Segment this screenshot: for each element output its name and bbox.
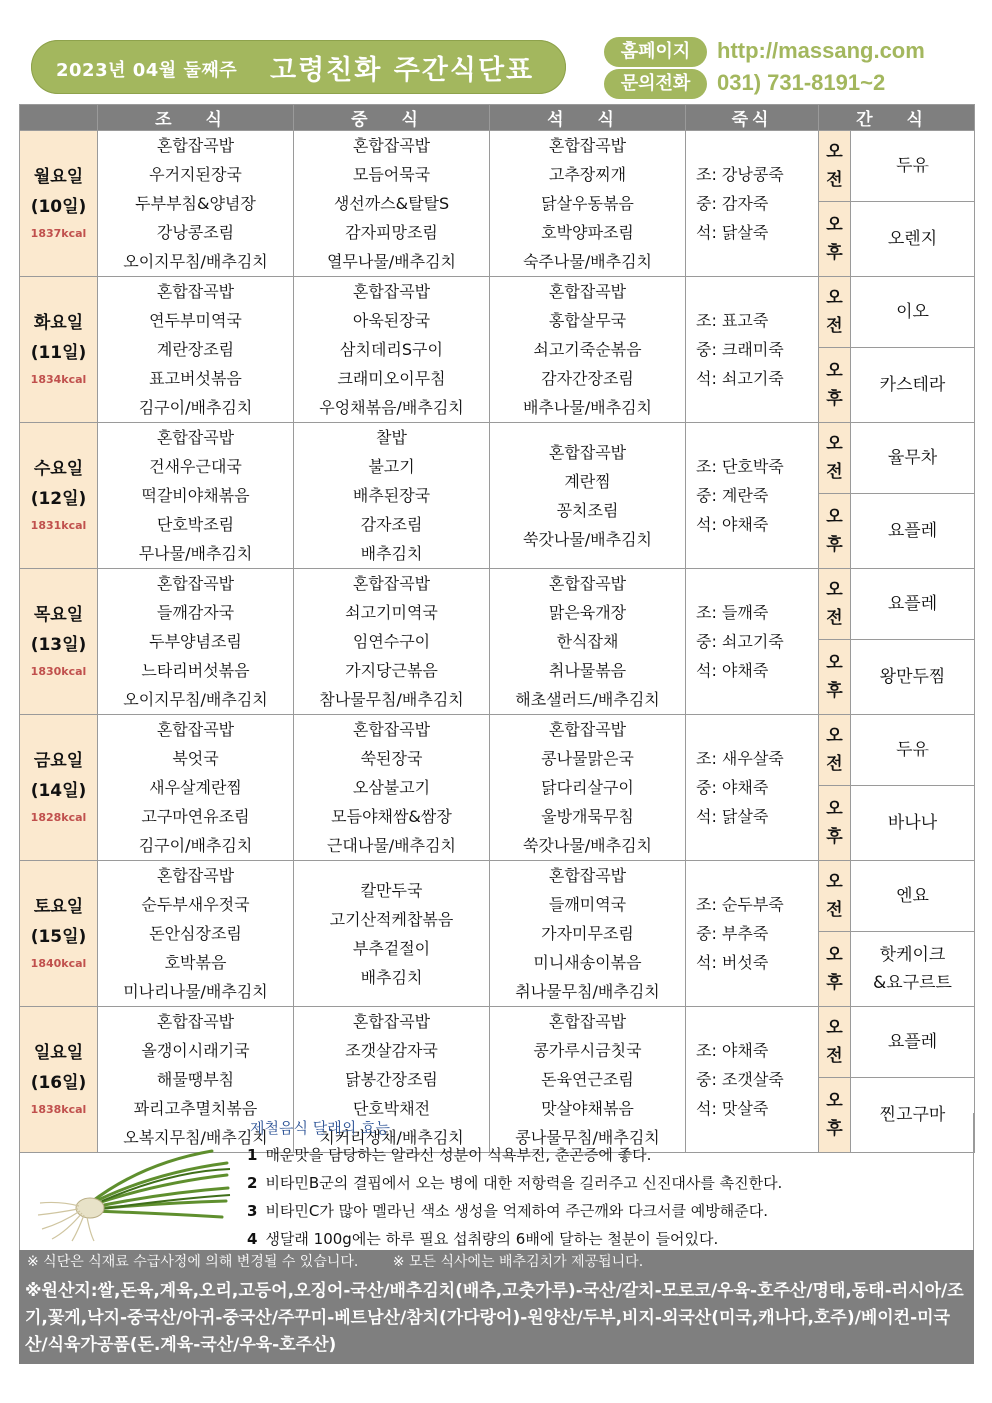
menu-item: 고기산적케찹볶음 — [329, 909, 454, 929]
am-label: 오 전 — [819, 715, 851, 786]
menu-item: 오복지무침/배추김치 — [123, 1128, 268, 1147]
menu-item: 혼합잡곡밥 — [548, 720, 627, 739]
porridge-cell — [686, 423, 819, 569]
menu-item: 취나물무침/배추김치 — [515, 982, 660, 1001]
breakfast-cell — [98, 131, 294, 277]
menu-item: 순두부새우젓국 — [141, 895, 250, 914]
day-cell — [20, 861, 98, 1007]
pm-label: 오 후 — [819, 931, 851, 1006]
menu-item: 감자간장조림 — [541, 369, 634, 388]
pm-label: 오 후 — [819, 639, 851, 714]
pm-label: 오 후 — [819, 785, 851, 860]
lunch-cell — [294, 423, 490, 569]
dinner-cell — [490, 569, 686, 715]
menu-item: 닭다리살구이 — [541, 778, 634, 797]
menu-item: 해초샐러드/배추김치 — [515, 690, 660, 709]
menu-item: 조갯살감자국 — [345, 1041, 438, 1060]
menu-item: 느타리버섯볶음 — [141, 661, 250, 680]
menu-item: 가자미무조림 — [541, 924, 634, 943]
snack-pm: 바나나 — [851, 785, 975, 860]
porridge-item: 석: 닭살죽 — [696, 223, 769, 242]
am-label: 오 전 — [819, 131, 851, 202]
day-name: 화요일 — [33, 312, 84, 333]
menu-item: 해물땡부침 — [156, 1070, 235, 1089]
menu-item: 호박양파조림 — [541, 223, 634, 242]
menu-item: 콩나물무침/배추김치 — [515, 1128, 660, 1147]
day-date: (14일) — [30, 780, 87, 801]
snack-am: 이오 — [851, 277, 975, 348]
lunch-cell — [294, 715, 490, 861]
menu-item: 단호박채전 — [352, 1099, 431, 1118]
menu-item: 쇠고기미역국 — [345, 603, 438, 622]
lunch-cell — [294, 861, 490, 1007]
day-row-top — [20, 277, 975, 348]
pm-label: 오 후 — [819, 347, 851, 422]
note-item: 3 비타민C가 많아 멜라닌 색소 생성을 억제하여 주근깨와 다크서클 예방해준다. — [247, 1202, 769, 1220]
day-row-top — [20, 423, 975, 494]
lunch-cell — [294, 131, 490, 277]
snack-am: 엔요 — [851, 861, 975, 932]
menu-item: 배추된장국 — [352, 486, 431, 505]
lunch-cell — [294, 277, 490, 423]
day-cell — [20, 569, 98, 715]
dinner-cell — [490, 131, 686, 277]
porridge-item: 석: 야채죽 — [696, 661, 769, 680]
porridge-item: 중: 계란죽 — [696, 486, 769, 505]
menu-item: 혼합잡곡밥 — [548, 282, 627, 301]
porridge-item: 석: 쇠고기죽 — [696, 369, 784, 388]
am-label: 오 전 — [819, 569, 851, 640]
menu-item: 혼합잡곡밥 — [156, 866, 235, 885]
dinner-cell — [490, 277, 686, 423]
day-date: (13일) — [30, 634, 87, 655]
menu-item: 맑은육개장 — [548, 603, 627, 622]
am-label: 오 전 — [819, 277, 851, 348]
menu-item: 콩가루시금칫국 — [533, 1041, 642, 1060]
day-date: (12일) — [30, 488, 87, 509]
day-cell — [20, 277, 98, 423]
menu-item: 홍합살무국 — [548, 311, 627, 330]
menu-item: 꽈리고추멸치볶음 — [133, 1099, 258, 1118]
snack-am: 두유 — [851, 715, 975, 786]
menu-item: 혼합잡곡밥 — [548, 574, 627, 593]
pm-label: 오 후 — [819, 1078, 851, 1153]
day-kcal: 1837kcal — [30, 226, 87, 240]
day-date: (11일) — [30, 342, 87, 363]
dallae-herb-image — [32, 1133, 232, 1243]
menu-item: 김구이/배추김치 — [138, 398, 253, 417]
title-week: 2023년 04월 둘째주 — [56, 60, 238, 81]
note-item: 2 비타민B군의 결핍에서 오는 병에 대한 저항력을 길러주고 신진대사를 촉진한다. — [247, 1174, 783, 1192]
menu-item: 쇠고기죽순볶음 — [533, 340, 642, 359]
header-breakfast: 조 식 — [98, 105, 294, 131]
menu-item: 열무나물/배추김치 — [326, 252, 457, 271]
menu-item: 모듬야채쌈&쌈장 — [331, 807, 452, 826]
menu-item: 혼합잡곡밥 — [548, 442, 627, 462]
menu-item: 맛살야채볶음 — [541, 1099, 634, 1118]
menu-item: 연두부미역국 — [149, 311, 242, 330]
porridge-item: 석: 버섯죽 — [696, 953, 769, 972]
menu-item: 불고기 — [368, 457, 415, 476]
day-name: 일요일 — [33, 1042, 84, 1063]
day-name: 금요일 — [33, 750, 84, 771]
menu-item: 떡갈비야채볶음 — [141, 486, 250, 505]
menu-item: 찰밥 — [376, 428, 407, 447]
header-porridge: 죽식 — [686, 105, 819, 131]
porridge-cell — [686, 715, 819, 861]
menu-item: 숙주나물/배추김치 — [522, 252, 653, 271]
header-lunch: 중 식 — [294, 105, 490, 131]
menu-item: 올갱이시래기국 — [141, 1041, 250, 1060]
header-snack: 간 식 — [819, 105, 975, 131]
menu-item: 오삼불고기 — [352, 778, 431, 797]
menu-item: 단호박조림 — [156, 515, 235, 534]
menu-item: 한식잡채 — [556, 632, 619, 651]
dinner-cell — [490, 423, 686, 569]
menu-item: 울방개묵무침 — [541, 807, 634, 826]
porridge-item: 조: 강낭콩죽 — [696, 165, 784, 184]
note-item: 4 생달래 100g에는 하루 필요 섭취량의 6배에 달하는 철분이 들어있다. — [247, 1230, 719, 1248]
menu-item: 쑥된장국 — [360, 749, 423, 768]
day-row-top — [20, 715, 975, 786]
menu-item: 모듬어묵국 — [352, 165, 431, 184]
menu-item: 우거지된장국 — [149, 165, 242, 184]
snack-pm: 왕만두찜 — [851, 639, 975, 714]
day-kcal: 1830kcal — [30, 664, 87, 678]
menu-item: 감자피망조림 — [345, 223, 438, 242]
day-row-top — [20, 131, 975, 202]
day-kcal: 1828kcal — [30, 810, 87, 824]
pm-label: 오 후 — [819, 201, 851, 276]
menu-change-notice: ※ 식단은 식재료 수급사정에 의해 변경될 수 있습니다. ※ 모든 식사에는 배추김치가 제공됩니다. — [19, 1250, 974, 1274]
menu-item: 미나리나물/배추김치 — [123, 982, 268, 1001]
snack-pm: 요플레 — [851, 493, 975, 568]
porridge-item: 석: 야채죽 — [696, 515, 769, 534]
day-kcal: 1838kcal — [30, 1102, 87, 1116]
breakfast-cell — [98, 715, 294, 861]
menu-item: 혼합잡곡밥 — [156, 574, 235, 593]
menu-item: 새우살계란찜 — [149, 778, 242, 797]
menu-item: 혼합잡곡밥 — [156, 428, 235, 447]
breakfast-cell — [98, 569, 294, 715]
origin-notice: ※원산지:쌀,돈육,계육,오리,고등어,오징어-국산/배추김치(배추,고춧가루)-국산/갈치-모로코/우육-호주산/명태,동태-러시아/조기,꽃게,낙지-중국산/아귀-중국산/주꾸미-베트남산/참치(가다랑어)-원양산/두부,비지-외국산(미국,캐나다,호주)/베이컨-미국산/식육가공품(돈.계육-국산/우육-호주산) — [19, 1274, 974, 1364]
day-row-top — [20, 861, 975, 932]
porridge-item: 조: 순두부죽 — [696, 895, 784, 914]
menu-item: 혼합잡곡밥 — [156, 282, 235, 301]
menu-item: 배추나물/배추김치 — [522, 398, 653, 417]
page-header — [0, 0, 992, 102]
menu-item: 임연수구이 — [352, 632, 431, 651]
porridge-cell — [686, 569, 819, 715]
menu-item: 혼합잡곡밥 — [352, 1012, 431, 1031]
menu-item: 건새우근대국 — [149, 457, 242, 476]
weekly-menu-table — [19, 104, 975, 1153]
snack-am: 요플레 — [851, 569, 975, 640]
menu-item: 혼합잡곡밥 — [156, 720, 235, 739]
menu-item: 고구마연유조림 — [141, 807, 250, 826]
dinner-cell — [490, 861, 686, 1007]
day-cell — [20, 131, 98, 277]
day-name: 토요일 — [33, 896, 84, 917]
am-label: 오 전 — [819, 861, 851, 932]
lunch-cell — [294, 569, 490, 715]
menu-item: 우엉채볶음/배추김치 — [319, 398, 464, 417]
porridge-item: 중: 야채죽 — [696, 778, 769, 797]
menu-item: 혼합잡곡밥 — [156, 1012, 235, 1031]
porridge-item: 조: 들깨죽 — [696, 603, 769, 622]
porridge-cell — [686, 277, 819, 423]
menu-item: 혼합잡곡밥 — [352, 136, 431, 155]
day-cell — [20, 715, 98, 861]
menu-item: 쑥갓나물/배추김치 — [522, 529, 653, 549]
porridge-item: 중: 감자죽 — [696, 194, 769, 213]
menu-item: 감자조림 — [360, 515, 423, 534]
menu-item: 아욱된장국 — [352, 311, 431, 330]
menu-item: 두부양념조림 — [149, 632, 242, 651]
menu-item: 호박볶음 — [164, 953, 227, 972]
menu-item: 혼합잡곡밥 — [352, 720, 431, 739]
porridge-item: 조: 야채죽 — [696, 1041, 769, 1060]
day-cell — [20, 423, 98, 569]
menu-item: 미니새송이볶음 — [533, 953, 642, 972]
menu-item: 생선까스&탈탈S — [333, 194, 450, 213]
table-header-row — [20, 105, 975, 131]
menu-item: 무나물/배추김치 — [138, 544, 253, 563]
note-item: 1 매운맛을 담당하는 알라신 성분이 식욕부진, 춘곤증에 좋다. — [247, 1146, 652, 1164]
porridge-item: 중: 조갯살죽 — [696, 1070, 784, 1089]
menu-item: 부추겉절이 — [352, 938, 431, 958]
day-date: (15일) — [30, 926, 87, 947]
porridge-item: 석: 닭살죽 — [696, 807, 769, 826]
day-date: (10일) — [30, 196, 87, 217]
menu-item: 들깨감자국 — [156, 603, 235, 622]
menu-item: 혼합잡곡밥 — [548, 866, 627, 885]
menu-item: 칼만두국 — [360, 880, 423, 900]
homepage-link[interactable]: http://massang.com — [717, 38, 925, 63]
breakfast-cell — [98, 423, 294, 569]
am-label: 오 전 — [819, 423, 851, 494]
snack-pm: 찐고구마 — [851, 1078, 975, 1153]
menu-item: 김구이/배추김치 — [138, 836, 253, 855]
day-kcal: 1834kcal — [30, 372, 87, 386]
day-date: (16일) — [30, 1072, 87, 1093]
menu-item: 가지당근볶음 — [345, 661, 438, 680]
day-row-top — [20, 569, 975, 640]
breakfast-cell — [98, 277, 294, 423]
porridge-item: 석: 맛살죽 — [696, 1099, 769, 1118]
menu-item: 들깨미역국 — [548, 895, 627, 914]
menu-item: 강낭콩조림 — [156, 223, 235, 242]
breakfast-cell — [98, 861, 294, 1007]
day-row-top — [20, 1007, 975, 1078]
menu-item: 계란장조림 — [156, 340, 235, 359]
menu-item: 오이지무침/배추김치 — [123, 690, 268, 709]
homepage-label: 홈페이지 — [604, 37, 707, 67]
menu-item: 돈안심장조림 — [149, 924, 242, 943]
snack-pm: 카스테라 — [851, 347, 975, 422]
porridge-cell — [686, 131, 819, 277]
menu-item: 꽁치조림 — [556, 500, 619, 520]
phone-label: 문의전화 — [604, 69, 707, 99]
menu-item: 혼합잡곡밥 — [352, 282, 431, 301]
menu-item: 오이지무침/배추김치 — [123, 252, 268, 271]
day-name: 목요일 — [33, 604, 84, 625]
header-dinner: 석 식 — [490, 105, 686, 131]
snack-pm: 핫케이크 &요구르트 — [851, 931, 975, 1006]
porridge-item: 중: 크래미죽 — [696, 340, 784, 359]
snack-am: 율무차 — [851, 423, 975, 494]
snack-pm: 오렌지 — [851, 201, 975, 276]
menu-item: 콩나물맑은국 — [541, 749, 634, 768]
am-label: 오 전 — [819, 1007, 851, 1078]
menu-item: 혼합잡곡밥 — [352, 574, 431, 593]
porridge-item: 조: 새우살죽 — [696, 749, 784, 768]
menu-item: 크래미오이무침 — [337, 369, 446, 388]
snack-am: 요플레 — [851, 1007, 975, 1078]
day-kcal: 1831kcal — [30, 518, 87, 532]
porridge-cell — [686, 861, 819, 1007]
page-title: 고령친화 주간식단표 — [270, 55, 535, 86]
menu-item: 고추장찌개 — [548, 165, 627, 184]
day-name: 월요일 — [33, 166, 84, 187]
porridge-item: 조: 단호박죽 — [696, 457, 784, 476]
snack-am: 두유 — [851, 131, 975, 202]
porridge-item: 중: 부추죽 — [696, 924, 769, 943]
menu-item: 혼합잡곡밥 — [156, 136, 235, 155]
menu-item: 계란찜 — [564, 471, 611, 491]
phone-number: 031) 731-8191~2 — [717, 70, 886, 95]
porridge-item: 중: 쇠고기죽 — [696, 632, 784, 651]
menu-item: 참나물무침/배추김치 — [319, 690, 464, 709]
header-day — [20, 105, 98, 131]
dinner-cell — [490, 715, 686, 861]
menu-item: 취나물볶음 — [548, 661, 627, 680]
menu-item: 혼합잡곡밥 — [548, 136, 627, 155]
menu-item: 쑥갓나물/배추김치 — [522, 836, 653, 855]
menu-item: 표고버섯볶음 — [149, 369, 242, 388]
porridge-item: 조: 표고죽 — [696, 311, 769, 330]
menu-item: 치커리생채/배추김치 — [319, 1128, 464, 1147]
menu-item: 두부부침&양념장 — [135, 194, 256, 213]
menu-item: 배추김치 — [360, 967, 423, 987]
menu-item: 배추김치 — [360, 544, 423, 563]
notes-title: 제철음식 달래의 효능 — [250, 1119, 390, 1137]
menu-item: 돈육연근조림 — [541, 1070, 634, 1089]
menu-item: 삼치데리S구이 — [340, 340, 443, 359]
menu-item: 닭살우동볶음 — [541, 194, 634, 213]
menu-item: 북엇국 — [172, 749, 219, 768]
day-kcal: 1840kcal — [30, 956, 87, 970]
menu-item: 닭봉간장조림 — [345, 1070, 438, 1089]
day-name: 수요일 — [33, 458, 84, 479]
menu-item: 혼합잡곡밥 — [548, 1012, 627, 1031]
menu-item: 근대나물/배추김치 — [326, 836, 457, 855]
pm-label: 오 후 — [819, 493, 851, 568]
